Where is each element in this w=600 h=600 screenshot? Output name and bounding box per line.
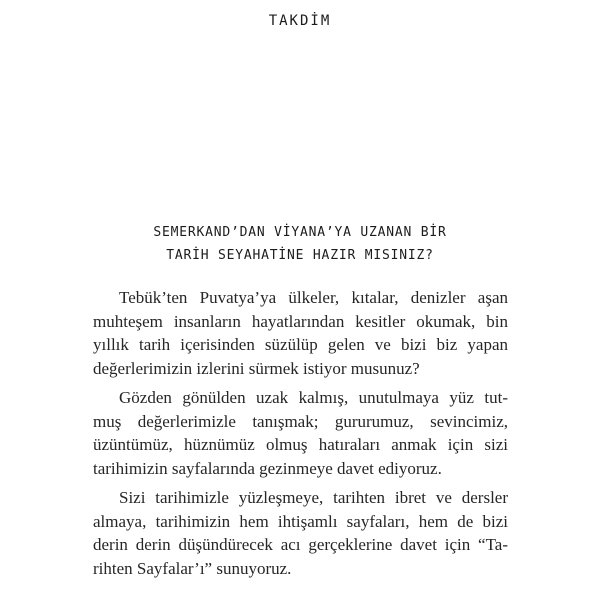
text-line: Gözden gönülden uzak kalmış, unutulmaya yüz tut- — [119, 388, 508, 407]
text-line: Tebük’ten Puvatya’ya ülkeler, kıtalar, denizler aşan — [119, 288, 508, 307]
text-line: muhteşem insanların hayatlarından kesitler okumak, bin — [93, 311, 508, 331]
text-line: derin derin düşündürecek acı gerçeklerine davet için “Ta- — [93, 535, 508, 554]
body-text — [93, 286, 508, 586]
text-line: tarihimizin sayfalarında gezinmeye davet ediyoruz. — [93, 458, 442, 478]
text-line: rihten Sayfalar’ı” sunuyoruz. — [93, 558, 292, 578]
text-line: değerlerimizin izlerini sürmek istiyor musunuz? — [93, 358, 420, 378]
text-line: yıllık tarih içerisinden süzülüp gelen ve bizi biz yapan — [93, 335, 508, 354]
section-heading — [0, 221, 600, 267]
text-line: üzüntümüz, hüznümüz olmuş hatıraları anmak için sizi — [93, 435, 508, 454]
text-line: Sizi tarihimizle yüzleşmeye, tarihten ibret ve dersler — [119, 488, 508, 507]
paragraph-3 — [93, 486, 508, 580]
page-title: TAKDİM — [268, 13, 332, 29]
text-line: muş değerlerimizle tanışmak; gururumuz, sevincimiz, — [93, 411, 508, 431]
paragraph-2 — [93, 386, 508, 480]
section-heading-line-1: SEMERKAND’DAN VİYANA’YA UZANAN BİR — [153, 225, 447, 240]
section-heading-line-2: TARİH SEYAHATİNE HAZIR MISINIZ? — [166, 248, 434, 263]
paragraph-1 — [93, 286, 508, 380]
text-line: almaya, tarihimizin hem ihtişamlı sayfaları, hem de bizi — [93, 511, 508, 531]
